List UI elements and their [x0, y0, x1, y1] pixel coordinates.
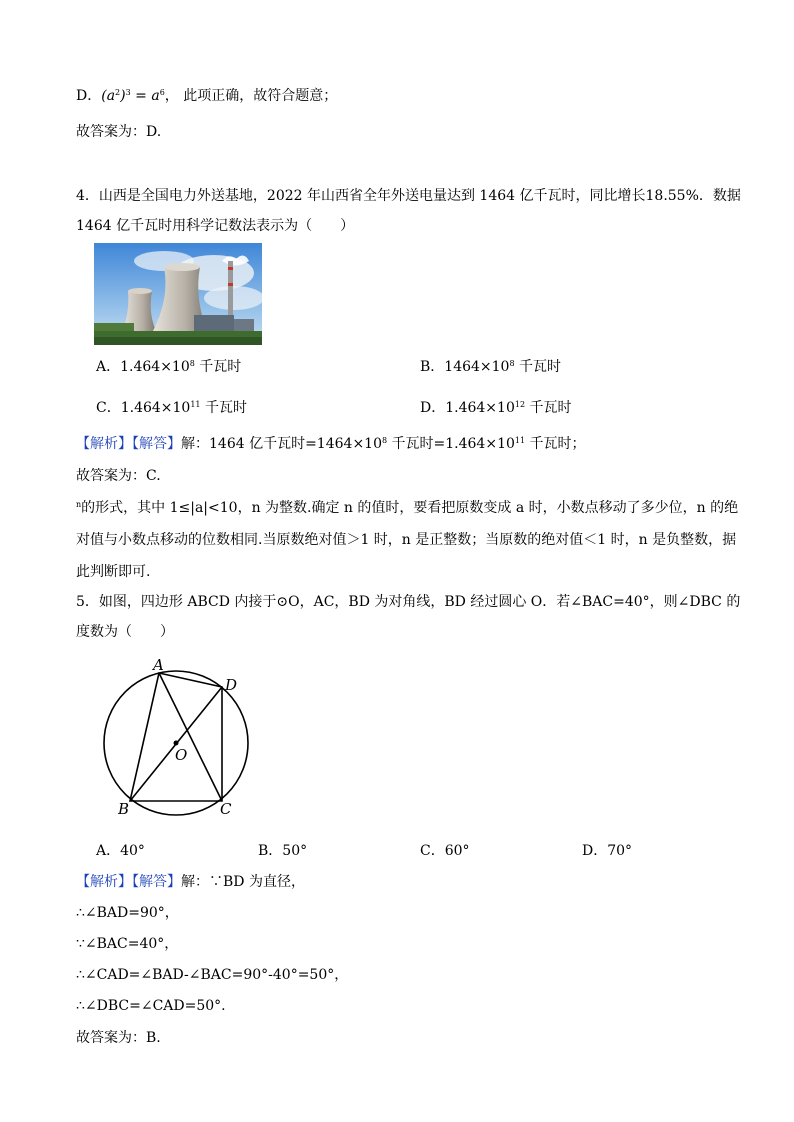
q4-stem-line1: 4．山西是全国电力外送基地，2022 年山西省全年外送电量达到 1464 亿千瓦时，同比增长18.55%．数据 [76, 188, 741, 204]
q5-stem-line2: 度数为（ ） [76, 624, 174, 640]
q4-analysis-tag: 【解析】 [76, 436, 132, 452]
q4-stem-line2: 1464 亿千瓦时用科学记数法表示为（ ） [76, 218, 355, 234]
label-c: C [220, 800, 232, 818]
prev-option-d [76, 86, 337, 106]
power-plant-photo [94, 243, 262, 345]
label-d: D [225, 676, 238, 694]
q5-solution-line5: ∴∠DBC=∠CAD=50°. [76, 998, 226, 1014]
q5-option-c[interactable]: C．60° [420, 843, 470, 859]
q5-solution-line4: ∴∠CAD=∠BAD-∠BAC=90°-40°=50°， [76, 967, 349, 983]
prev-d-formula: $(a^2)^3 = a^6$ [101, 88, 165, 104]
q5-solution-line1: 【解析】【解答】解：∵BD 为直径， [76, 874, 305, 890]
q5-option-b[interactable]: B．50° [258, 843, 308, 859]
q5-option-a[interactable]: A．40° [96, 843, 145, 859]
q5-analysis-tag: 【解析】 [76, 874, 132, 890]
center-point [174, 741, 179, 746]
prev-d-prefix: D． [76, 88, 102, 104]
q4-solution: 【解析】【解答】解：1464 亿千瓦时$=1464\times 10^8$ 千瓦时$=1.464\times 10^{11}$ 千瓦时； [76, 436, 586, 452]
label-o: O [175, 746, 188, 764]
q4-option-d[interactable]: D．$1.464\times 10^{12}$ 千瓦时 [420, 400, 572, 416]
q4-note-line2: 对值与小数点移动的位数相同.当原数绝对值＞1 时，n 是正整数；当原数的绝对值＜1 时，n 是负整数，据 [76, 532, 737, 548]
q4-option-a[interactable]: A．$1.464\times 10^8$ 千瓦时 [96, 359, 242, 375]
prev-d-text: ， 此项正确，故符合题意； [164, 88, 338, 104]
q5-option-d[interactable]: D．70° [582, 843, 633, 859]
label-b: B [118, 800, 130, 818]
label-a: A [153, 656, 164, 674]
q5-answer-tag: 【解答】 [132, 874, 181, 890]
q5-stem-line1: 5．如图，四边形 ABCD 内接于⊙O，AC，BD 为对角线，BD 经过圆心 O．若∠BAC=40°，则∠DBC 的 [76, 594, 741, 610]
q5-geometry-figure [98, 656, 266, 824]
q4-note-line1: $^n$的形式，其中 1≤|a|<10，n 为整数.确定 n 的值时，要看把原数变成 a 时，小数点移动了多少位，n 的绝 [76, 500, 739, 516]
q4-answer: 故答案为：C. [76, 468, 161, 484]
q5-solution-line2: ∴∠BAD=90°， [76, 905, 179, 921]
q5-answer: 故答案为：B. [76, 1030, 161, 1046]
q4-option-c[interactable]: C．$1.464\times 10^{11}$ 千瓦时 [96, 400, 247, 416]
prev-answer: 故答案为：D. [76, 124, 162, 140]
q4-answer-tag: 【解答】 [132, 436, 181, 452]
q4-note-line3: 此判断即可. [76, 564, 151, 580]
diagonal-ac [159, 673, 222, 801]
quadrilateral-abcd [130, 673, 222, 801]
q5-solution-line3: ∵∠BAC=40°， [76, 936, 179, 952]
q4-option-b[interactable]: B．$1464\times 10^8$ 千瓦时 [420, 359, 562, 375]
